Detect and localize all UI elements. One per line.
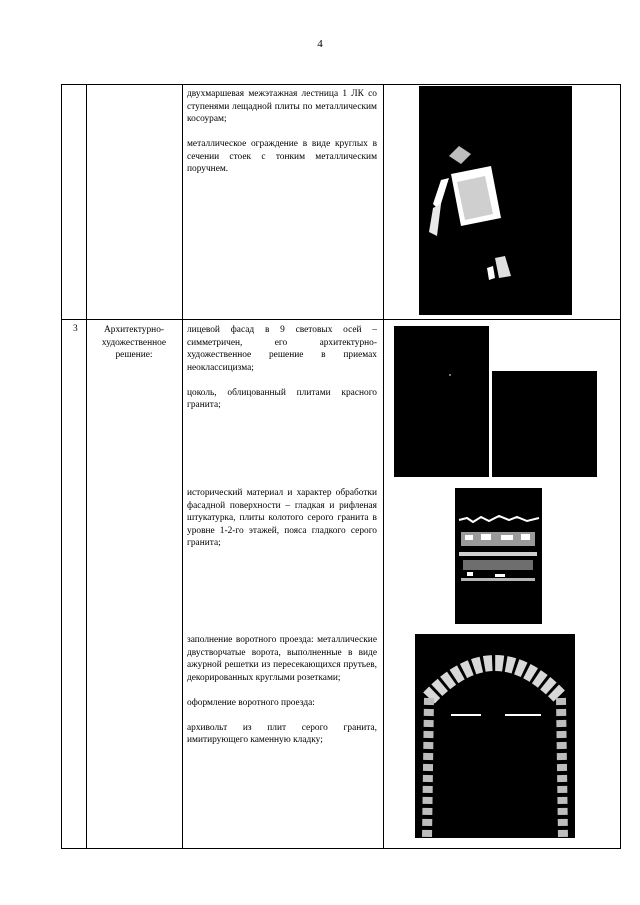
description-item: архивольт из плит серого гранита, имитирующего каменную кладку; — [187, 722, 377, 745]
table-column-divider — [86, 84, 87, 849]
description-cell — [187, 634, 377, 759]
description-item: оформление воротного проезда: — [187, 697, 315, 708]
facade-photo — [394, 326, 489, 477]
row-number: 3 — [73, 324, 78, 334]
facade-surface-photo — [455, 488, 542, 624]
table-column-divider — [383, 84, 384, 849]
row-name: Архитектурно-художественное решение: — [101, 325, 167, 360]
plinth-photo — [492, 371, 597, 477]
gateway-photo — [415, 634, 575, 838]
description-cell — [187, 88, 377, 188]
page-number: 4 — [317, 38, 323, 50]
staircase-photo — [419, 86, 572, 315]
description-item: металлическое ограждение в виде круглых в сечении стоек с тонким металлическим поручнем. — [187, 139, 377, 174]
description-item: лицевой фасад в 9 световых осей – симметричен, его архитектурно-художественное решение в приемах неоклассицизма; — [187, 325, 377, 373]
description-cell — [187, 324, 377, 424]
description-cell — [187, 487, 377, 562]
table-column-divider — [182, 84, 183, 849]
table-row-divider — [61, 319, 621, 320]
description-item: заполнение воротного проезда: металлические двустворчатые ворота, выполненные в виде ажурной решетки из пересекающихся прутьев, декорированных круглыми розетками; — [187, 635, 377, 683]
description-item: двухмаршевая межэтажная лестница 1 ЛК со ступенями лещадной плиты по металлическим косоурам; — [187, 89, 377, 124]
description-item: исторический материал и характер обработки фасадной поверхности – гладкая и рифленая штукатурка, плиты колотого серого гранита в уровне 1-2-го этажей, пояса гладкого серого гранита; — [187, 488, 377, 548]
description-item: цоколь, облицованный плитами красного гранита; — [187, 387, 377, 410]
